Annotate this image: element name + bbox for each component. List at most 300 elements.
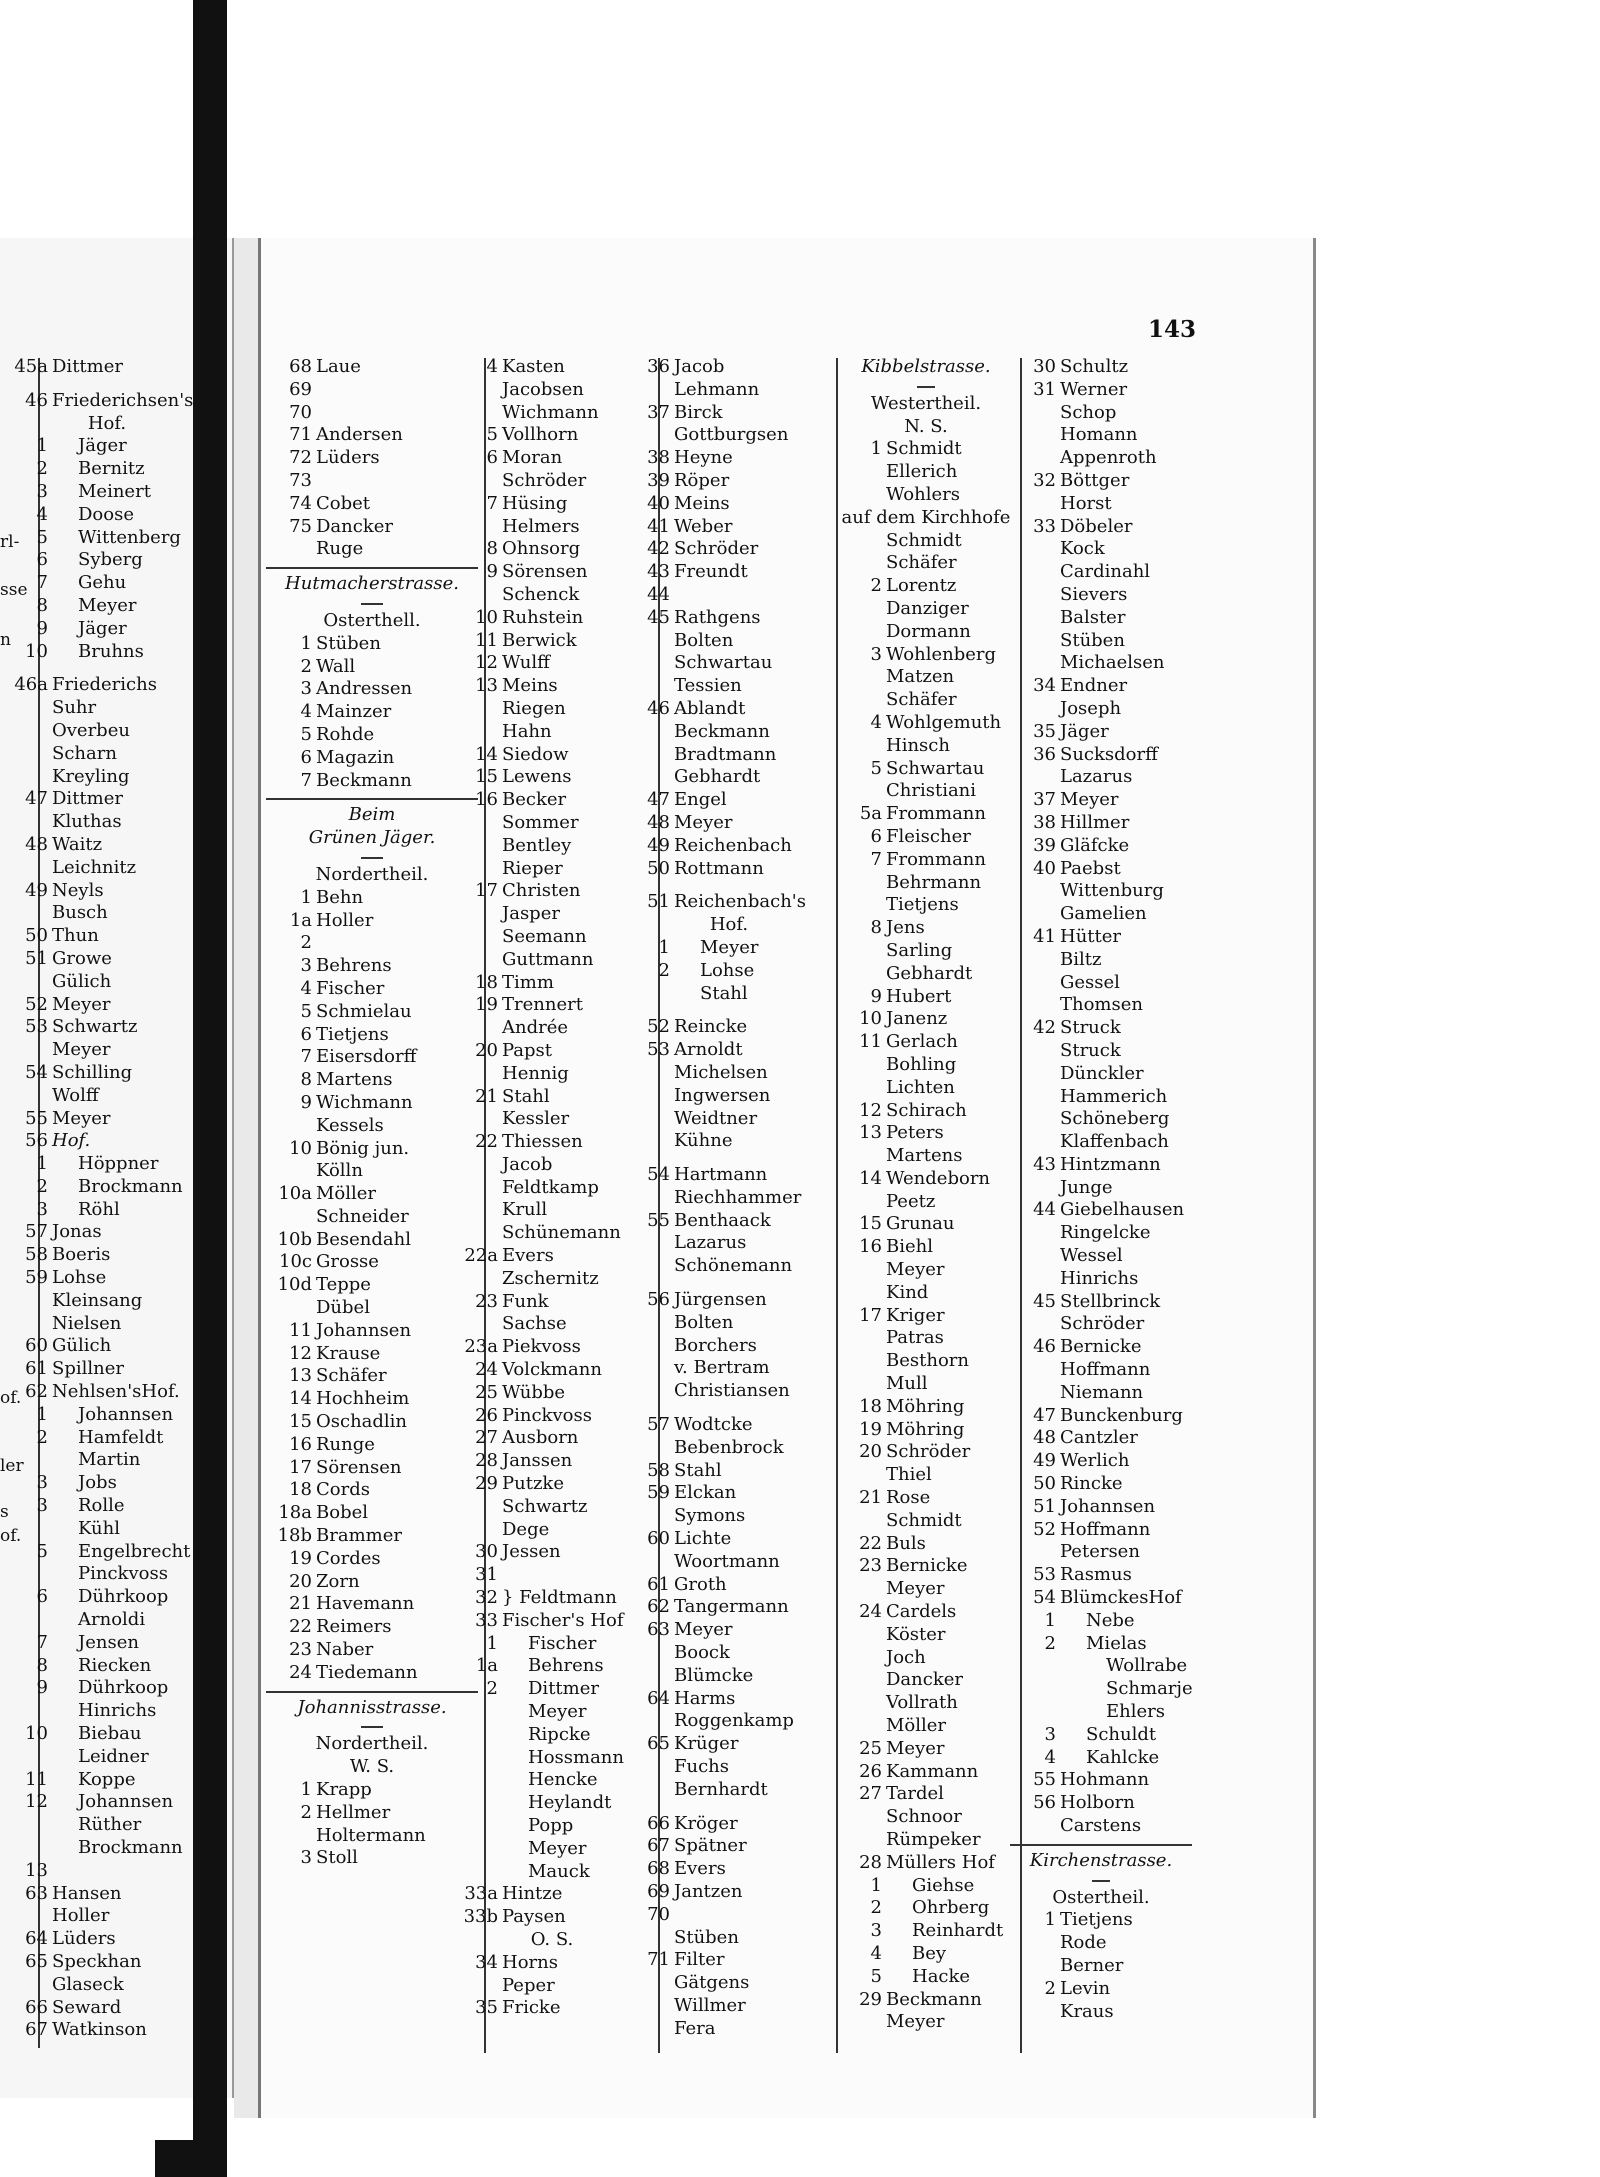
resident-name: Eisersdorff (316, 1046, 417, 1068)
section-heading-text: N. S. (904, 415, 948, 437)
house-number: 20 (475, 1039, 498, 1061)
resident-name: Zorn (316, 1570, 360, 1592)
directory-entry (1010, 2001, 1192, 2024)
house-number: 27 (475, 1427, 498, 1449)
directory-entry (266, 724, 478, 747)
resident-name: Papst (502, 1039, 553, 1061)
section-heading (836, 393, 1016, 416)
house-number: 23a (464, 1336, 498, 1358)
directory-entry (452, 1313, 652, 1336)
directory-entry (624, 1460, 834, 1483)
directory-entry (624, 1380, 834, 1403)
resident-name: Mielas (1086, 1632, 1147, 1654)
house-number: 50 (647, 857, 670, 879)
resident-name: Wall (316, 655, 356, 677)
resident-name: Cantzler (1060, 1427, 1138, 1449)
resident-name: Rolle (78, 1495, 125, 1517)
resident-name: Gülich (52, 1335, 112, 1357)
resident-name: Trennert (502, 994, 583, 1016)
directory-entry (2, 1769, 212, 1792)
directory-entry (1010, 1978, 1192, 2001)
directory-entry (836, 1578, 1016, 1601)
resident-name: Kölln (316, 1160, 363, 1182)
directory-entry (266, 1457, 478, 1480)
directory-entry (1010, 1564, 1192, 1587)
house-number: 51 (25, 947, 48, 969)
directory-entry (624, 1995, 834, 2018)
directory-entry (2, 857, 212, 880)
directory-entry (836, 1487, 1016, 1510)
resident-name: Holler (316, 909, 374, 931)
directory-entry (1010, 1655, 1192, 1678)
resident-name: Rincke (1060, 1473, 1123, 1495)
house-number: 4 (486, 356, 498, 377)
directory-entry (836, 1533, 1016, 1556)
resident-name: Schmarje (1106, 1678, 1193, 1700)
directory-entry (836, 1305, 1016, 1328)
resident-name: Meyer (52, 993, 111, 1015)
house-number: 56 (647, 1289, 670, 1311)
resident-name: Bruhns (78, 640, 144, 662)
directory-entry (452, 903, 652, 926)
directory-entry (1010, 470, 1192, 493)
resident-name: Tessien (674, 675, 742, 697)
resident-name: Bebenbrock (674, 1436, 784, 1458)
directory-entry (1010, 1747, 1192, 1770)
directory-entry (452, 1883, 652, 1906)
directory-entry (452, 789, 652, 812)
resident-name: Cardels (886, 1601, 957, 1623)
directory-entry (452, 584, 652, 607)
resident-name: Hoffmann (1060, 1518, 1151, 1540)
directory-entry (266, 1571, 478, 1594)
house-number: 1 (658, 936, 670, 958)
directory-entry (2, 1062, 212, 1085)
house-number: 6 (300, 746, 312, 768)
resident-name: Runge (316, 1433, 375, 1455)
directory-entry (452, 538, 652, 561)
directory-entry (266, 770, 478, 793)
resident-name: Bernitz (78, 458, 145, 480)
house-number: 32 (475, 1587, 498, 1609)
directory-entry (1010, 1541, 1192, 1564)
directory-entry (836, 1624, 1016, 1647)
resident-name: Bernhardt (674, 1778, 768, 1800)
house-number: 22 (475, 1131, 498, 1153)
directory-entry (2, 1381, 212, 1404)
house-number: 16 (859, 1236, 882, 1258)
resident-name: Böttger (1060, 469, 1130, 491)
directory-entry (2, 880, 212, 903)
house-number: 24 (475, 1359, 498, 1381)
resident-name: Kind (886, 1281, 929, 1303)
house-number: 36 (1033, 743, 1056, 765)
resident-name: Meyer (886, 1737, 945, 1759)
resident-name: Janssen (502, 1450, 573, 1472)
house-number: 71 (289, 424, 312, 446)
resident-name: Jens (886, 917, 925, 939)
directory-entry (452, 812, 652, 835)
resident-name: Lazarus (1060, 766, 1133, 788)
directory-entry (452, 470, 652, 493)
directory-entry (2, 994, 212, 1017)
house-number: 72 (289, 447, 312, 469)
resident-name: Danziger (886, 597, 969, 619)
directory-entry (1010, 789, 1192, 812)
resident-name: Wollrabe (1106, 1655, 1188, 1677)
resident-name: Balster (1060, 606, 1126, 628)
house-number: 46a (14, 674, 48, 696)
directory-entry (836, 689, 1016, 712)
resident-name: Junge (1060, 1176, 1113, 1198)
directory-entry (452, 1838, 652, 1861)
house-number: 28 (475, 1450, 498, 1472)
directory-entry (452, 1017, 652, 1040)
resident-name: Stüben (674, 1926, 739, 1948)
directory-entry (624, 1062, 834, 1085)
directory-entry (624, 402, 834, 425)
resident-name: Ehlers (1106, 1701, 1165, 1723)
section-heading-text: Hof. (709, 914, 749, 936)
resident-name: Elckan (674, 1482, 737, 1504)
house-number: 49 (647, 834, 670, 856)
page-number: 143 (1148, 316, 1197, 343)
resident-name: Schilling (52, 1061, 133, 1083)
directory-entry (266, 1183, 478, 1206)
section-heading (266, 1733, 478, 1756)
directory-entry (624, 1927, 834, 1950)
house-number: 23 (859, 1555, 882, 1577)
resident-name: Mauck (528, 1860, 590, 1882)
resident-name: Hinsch (886, 734, 950, 756)
house-number: 3 (870, 643, 882, 665)
resident-name: Becker (502, 789, 567, 811)
house-number: 14 (289, 1388, 312, 1410)
resident-name: Besthorn (886, 1350, 969, 1372)
directory-entry (266, 1115, 478, 1138)
directory-entry (1010, 812, 1192, 835)
directory-entry (266, 1548, 478, 1571)
directory-entry (1010, 607, 1192, 630)
house-number: 10a (278, 1183, 312, 1205)
resident-name: Rüther (78, 1814, 142, 1836)
house-number: 5 (36, 1540, 48, 1562)
house-number: 64 (647, 1687, 670, 1709)
house-number: 2 (300, 932, 312, 954)
directory-entry (266, 1847, 478, 1870)
house-number: 52 (647, 1016, 670, 1038)
house-number: 35 (475, 1997, 498, 2019)
resident-name: Möhring (886, 1395, 965, 1417)
directory-entry (452, 698, 652, 721)
directory-entry (1010, 1496, 1192, 1519)
resident-name: Müllers Hof (886, 1851, 995, 1873)
directory-entry (266, 1593, 478, 1616)
directory-entry (452, 744, 652, 767)
resident-name: Hüsing (502, 492, 568, 514)
resident-name: Frommann (886, 803, 986, 825)
resident-name: Grunau (886, 1213, 955, 1235)
resident-name: Joseph (1060, 697, 1122, 719)
resident-name: Möller (886, 1715, 947, 1737)
resident-name: Joch (886, 1646, 926, 1668)
resident-name: Jäger (1060, 720, 1109, 742)
resident-name: Mull (886, 1373, 928, 1395)
resident-name: Ausborn (502, 1427, 579, 1449)
directory-entry (836, 644, 1016, 667)
directory-entry (624, 1255, 834, 1278)
resident-name: Cordes (316, 1547, 381, 1569)
directory-entry (836, 1419, 1016, 1442)
section-heading-text: Osterthell. (323, 609, 421, 631)
directory-entry (2, 902, 212, 925)
directory-entry (836, 1897, 1016, 1920)
directory-entry (1010, 698, 1192, 721)
resident-name: Wolff (52, 1084, 99, 1106)
house-number: 69 (647, 1881, 670, 1902)
directory-entry (624, 447, 834, 470)
resident-name: Tiedemann (316, 1661, 418, 1683)
directory-entry (836, 1601, 1016, 1624)
house-number: 1 (486, 1632, 498, 1654)
resident-name: Bey (912, 1942, 947, 1964)
directory-entry (452, 1678, 652, 1701)
directory-entry (2, 1883, 212, 1906)
resident-name: Paebst (1060, 857, 1121, 879)
house-number: 41 (647, 515, 670, 537)
directory-entry (2, 1700, 212, 1723)
directory-entry (624, 516, 834, 539)
resident-name: Christiani (886, 780, 977, 802)
house-number: 44 (1033, 1199, 1056, 1221)
resident-name: Wohlgemuth (886, 711, 1002, 733)
house-number: 47 (25, 788, 48, 810)
house-number: 19 (289, 1547, 312, 1569)
directory-entry (1010, 1268, 1192, 1291)
house-number: 3 (1044, 1723, 1056, 1745)
house-number: 33 (1033, 515, 1056, 537)
resident-name: Meyer (886, 2011, 945, 2033)
resident-name: Reichenbach's (674, 891, 806, 913)
directory-entry (452, 858, 652, 881)
house-number: 75 (289, 515, 312, 537)
resident-name: Andersen (316, 424, 403, 446)
resident-name: Gläfcke (1060, 834, 1130, 856)
resident-name: Magazin (316, 746, 395, 768)
house-number: 18a (278, 1502, 312, 1524)
resident-name: Jantzen (674, 1881, 743, 1902)
directory-entry (1010, 1587, 1192, 1610)
directory-entry (266, 1297, 478, 1320)
directory-entry (452, 1906, 652, 1929)
resident-name: Sucksdorff (1060, 743, 1158, 765)
resident-name: Wessel (1060, 1245, 1123, 1267)
resident-name: Lehmann (674, 378, 760, 400)
section-heading-text: O. S. (530, 1928, 574, 1950)
directory-entry (1010, 858, 1192, 881)
house-number: 50 (25, 925, 48, 947)
directory-entry (624, 1688, 834, 1711)
house-number: 1a (475, 1655, 498, 1677)
directory-entry (2, 1860, 212, 1883)
directory-entry (624, 983, 834, 1006)
resident-name: Ruhstein (502, 606, 584, 628)
resident-name: Sörensen (316, 1456, 402, 1478)
directory-entry (2, 1199, 212, 1222)
resident-name: Meyer (52, 1039, 111, 1061)
house-number: 46 (1033, 1336, 1056, 1358)
directory-entry (836, 872, 1016, 895)
resident-name: Stahl (674, 1459, 722, 1481)
directory-entry (624, 1437, 834, 1460)
resident-name: Reincke (674, 1016, 748, 1038)
house-number: 12 (859, 1099, 882, 1121)
resident-name: Lohse (700, 959, 755, 981)
directory-entry (624, 812, 834, 835)
resident-name: Friederichsen's (52, 389, 194, 411)
resident-name: Schröder (886, 1441, 971, 1463)
resident-name: Döbeler (1060, 515, 1133, 537)
directory-entry (1010, 1701, 1192, 1724)
resident-name: Roggenkamp (674, 1710, 794, 1732)
house-number: 70 (289, 401, 312, 423)
directory-entry (1010, 516, 1192, 539)
directory-entry (452, 652, 652, 675)
house-number: 1 (1044, 1909, 1056, 1931)
resident-name: Friederichs (52, 674, 157, 696)
directory-entry (1010, 1086, 1192, 1109)
directory-entry (266, 1434, 478, 1457)
resident-name: Symons (674, 1505, 746, 1527)
resident-name: Heyne (674, 447, 733, 469)
directory-entry (836, 484, 1016, 507)
house-number: 18 (289, 1479, 312, 1501)
resident-name: Holborn (1060, 1792, 1135, 1814)
directory-entry (624, 789, 834, 812)
directory-entry (2, 1495, 212, 1518)
directory-entry (452, 1724, 652, 1747)
directory-entry (2, 595, 212, 618)
house-number: 1a (289, 909, 312, 931)
resident-name: Hartmann (674, 1164, 768, 1186)
directory-entry (1010, 493, 1192, 516)
directory-entry (1010, 1177, 1192, 1200)
section-heading (266, 1697, 478, 1720)
heading-dash (266, 596, 478, 610)
directory-entry (624, 835, 834, 858)
resident-name: Schünemann (502, 1222, 621, 1244)
directory-entry (266, 516, 478, 539)
resident-name: Seemann (502, 925, 587, 947)
directory-entry (1010, 561, 1192, 584)
directory-entry (266, 887, 478, 910)
house-number: 63 (25, 1882, 48, 1904)
resident-name: Holler (52, 1905, 110, 1927)
resident-name: Wichmann (502, 401, 599, 423)
house-number: 1 (870, 438, 882, 460)
resident-name: Popp (528, 1815, 574, 1836)
house-number: 30 (475, 1541, 498, 1563)
directory-entry (836, 1396, 1016, 1419)
house-number: 44 (647, 583, 670, 605)
house-number: 21 (475, 1085, 498, 1107)
house-number: 23 (475, 1290, 498, 1312)
directory-entry (624, 1085, 834, 1108)
house-number: 50 (1033, 1473, 1056, 1495)
house-number: 21 (289, 1593, 312, 1615)
house-number: 35 (1033, 720, 1056, 742)
house-number: 15 (475, 766, 498, 788)
house-number: 20 (289, 1570, 312, 1592)
resident-name: Dührkoop (78, 1586, 169, 1608)
directory-entry (266, 424, 478, 447)
house-number: 68 (289, 356, 312, 377)
house-number: 4 (300, 701, 312, 723)
directory-entry (2, 1404, 212, 1427)
resident-name: Martin (78, 1449, 141, 1471)
resident-name: Thomsen (1060, 994, 1143, 1016)
directory-entry (1010, 1610, 1192, 1633)
house-number: 46 (25, 389, 48, 411)
directory-column-3 (624, 356, 834, 2041)
section-heading (836, 416, 1016, 439)
resident-name: Biebau (78, 1723, 142, 1745)
directory-entry (1010, 1955, 1192, 1978)
directory-entry (452, 1541, 652, 1564)
directory-entry (266, 678, 478, 701)
directory-entry (836, 1692, 1016, 1715)
section-heading (266, 573, 478, 596)
spacer (2, 663, 212, 674)
directory-entry (452, 949, 652, 972)
directory-entry (2, 1723, 212, 1746)
house-number: 18 (859, 1395, 882, 1417)
directory-entry (836, 1943, 1016, 1966)
house-number: 25 (475, 1381, 498, 1403)
resident-name: Wodtcke (674, 1414, 753, 1436)
resident-name: Schäfer (316, 1365, 387, 1387)
house-number: 30 (1033, 356, 1056, 377)
directory-entry (452, 493, 652, 516)
resident-name: Gamelien (1060, 903, 1147, 925)
house-number: 7 (870, 848, 882, 870)
resident-name: Endner (1060, 675, 1128, 697)
resident-name: Andrée (502, 1017, 569, 1039)
directory-entry (452, 402, 652, 425)
resident-name: Doose (78, 503, 134, 525)
directory-entry (266, 932, 478, 955)
resident-name: Lohse (52, 1267, 107, 1289)
directory-entry (836, 621, 1016, 644)
section-heading-text: Kirchenstrasse. (1029, 1849, 1173, 1871)
resident-name: Meyer (1060, 789, 1119, 811)
house-number: 2 (300, 1801, 312, 1823)
section-rule (266, 561, 478, 573)
directory-entry (452, 424, 652, 447)
resident-name: } Feldtmann (502, 1587, 617, 1609)
directory-entry (452, 1496, 652, 1519)
house-number: 58 (25, 1244, 48, 1266)
directory-column-2 (452, 356, 652, 2020)
resident-name: Beckmann (674, 720, 770, 742)
directory-entry (836, 1464, 1016, 1487)
resident-name: Jobs (78, 1472, 117, 1494)
house-number: 6 (870, 825, 882, 847)
directory-entry (836, 1852, 1016, 1875)
directory-entry (266, 1138, 478, 1161)
directory-entry (624, 538, 834, 561)
resident-name: Buls (886, 1532, 926, 1554)
